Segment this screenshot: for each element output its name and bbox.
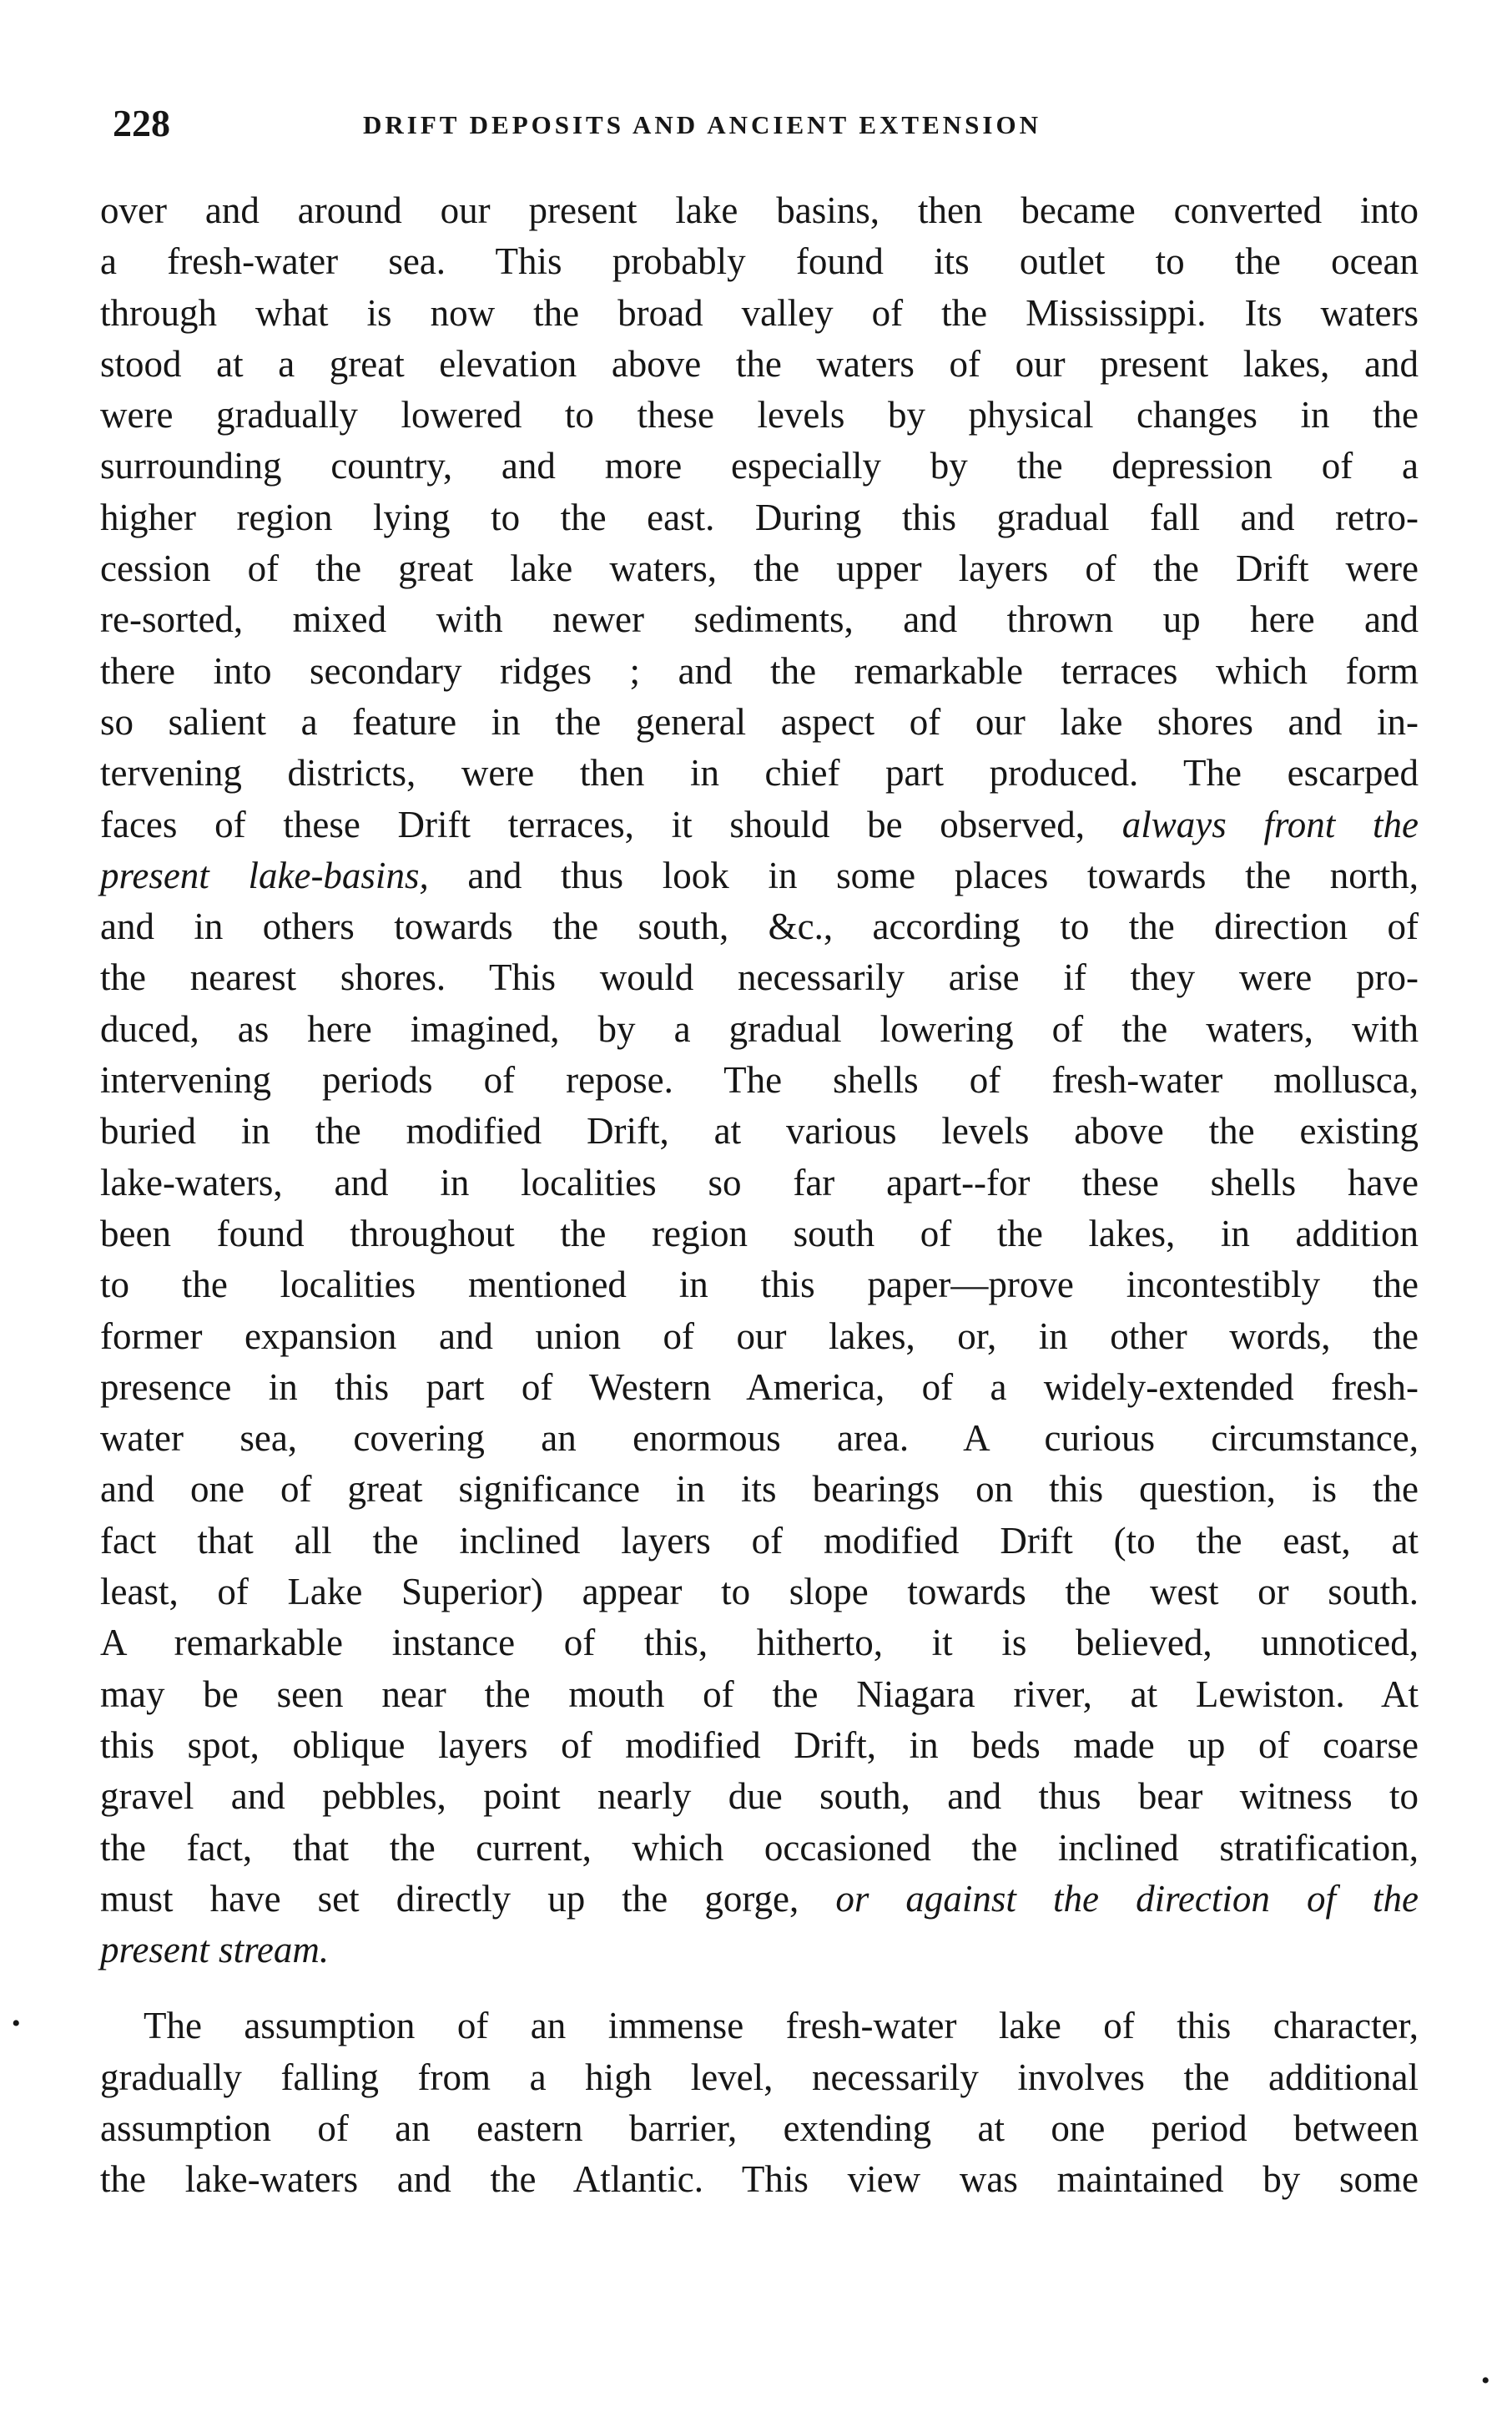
line-text: and thus look in some places towards the north, [428,854,1419,896]
running-head: DRIFT DEPOSITS AND ANCIENT EXTENSION [363,110,1041,139]
line-text: intervening periods of repose. The shells of fresh-water mollusca, [100,1059,1419,1102]
text-line [100,1771,1419,1822]
page-number: 228 [113,102,170,144]
line-text: buried in the modified Drift, at various levels above the existing [100,1110,1419,1153]
text-line [100,1311,1419,1362]
line-text: the lake-waters and the Atlantic. This view was maintained by some [100,2158,1419,2201]
line-text: there into secondary ridges ; and the remarkable terraces which form [100,649,1419,692]
italic-text: or against the direction of the [835,1877,1419,1920]
text-line [100,646,1419,697]
line-text: lake-waters, and in localities so far apart--for these shells have [100,1161,1419,1203]
text-line [100,748,1419,799]
text-line [100,1925,1419,1975]
text-line [100,543,1419,594]
paragraph-1 [100,185,1419,1975]
paragraph-gap [100,1975,1419,2001]
line-text: faces of these Drift terraces, it should be observed, [100,803,1122,845]
line-text: this spot, oblique layers of modified Drift, in beds made up of coarse [100,1723,1419,1766]
line-text: must have set directly up the gorge, [100,1877,836,1920]
line-text: and one of great significance in its bearings on this question, is the [100,1468,1419,1511]
text-line [100,492,1419,543]
line-text: may be seen near the mouth of the Niagara river, at Lewiston. At [100,1673,1419,1715]
line-text: water sea, covering an enormous area. A curious circumstance, [100,1417,1419,1460]
text-line [100,952,1419,1003]
line-text: assumption of an eastern barrier, extending at one period between [100,2107,1419,2149]
line-text: the fact, that the current, which occasioned the inclined stratification, [100,1826,1419,1869]
line-text: been found throughout the region south of the lakes, in addition [100,1212,1419,1254]
text-line [100,1362,1419,1413]
text-line [100,1874,1419,1925]
margin-speck: • [12,2010,21,2037]
text-line [100,390,1419,441]
line-text: cession of the great lake waters, the upper layers of the Drift were [100,547,1419,590]
text-line [100,1720,1419,1771]
line-text: fact that all the inclined layers of modified Drift (to the east, at [100,1519,1419,1562]
text-line [100,1823,1419,1874]
text-line [100,1413,1419,1464]
line-text: The assumption of an immense fresh-water lake of this character, [144,2005,1419,2047]
text-line [100,1158,1419,1208]
margin-speck: • [1481,2367,1490,2394]
text-line [100,800,1419,850]
line-text: least, of Lake Superior) appear to slope towards the west or south. [100,1571,1419,1613]
line-text: stood at a great elevation above the waters of our present lakes, and [100,342,1419,385]
line-text: and in others towards the south, &c., according to the direction of [100,906,1419,948]
text-line [100,339,1419,390]
text-line [100,901,1419,952]
text-line [100,1208,1419,1259]
line-text: A remarkable instance of this, hitherto, it is believed, unnoticed, [100,1622,1419,1664]
text-line [100,185,1419,236]
text-line [100,1669,1419,1720]
text-line [100,441,1419,492]
text-line [100,1464,1419,1515]
text-line [100,1259,1419,1310]
line-text: gravel and pebbles, point nearly due south, and thus bear witness to [100,1775,1419,1818]
line-text: tervening districts, were then in chief part produced. The escarped [100,752,1419,795]
text-line [100,594,1419,645]
line-text: gradually falling from a high level, necessarily involves the additional [100,2056,1419,2098]
body-text [100,185,1419,2206]
text-line [100,1106,1419,1157]
italic-text: present stream. [100,1929,330,1971]
text-line [100,850,1419,901]
line-text: over and around our present lake basins, then became converted into [100,189,1419,231]
text-line [100,236,1419,287]
text-line [100,2052,1419,2103]
line-text: to the localities mentioned in this paper—prove incontestibly the [100,1264,1419,1306]
line-text: surrounding country, and more especially by the depression of a [100,445,1419,487]
line-text: higher region lying to the east. During this gradual fall and retro- [100,496,1419,538]
italic-text: present lake-basins, [100,854,429,896]
text-line [100,2001,1419,2051]
text-line [100,1004,1419,1055]
line-text: duced, as here imagined, by a gradual lowering of the waters, with [100,1007,1419,1050]
text-line [100,697,1419,748]
page-header [113,98,1448,149]
text-line [100,1617,1419,1668]
text-line [100,1055,1419,1106]
line-text: former expansion and union of our lakes, or, in other words, the [100,1314,1419,1357]
text-line [100,1567,1419,1617]
italic-text: always front the [1121,803,1419,845]
paragraph-2 [100,2001,1419,2205]
text-line [100,2103,1419,2154]
line-text: presence in this part of Western America, of a widely-extended fresh- [100,1365,1419,1408]
text-line [100,2154,1419,2205]
line-text: through what is now the broad valley of the Mississippi. Its waters [100,291,1419,334]
line-text: re-sorted, mixed with newer sediments, and thrown up here and [100,598,1419,641]
text-line [100,1516,1419,1567]
line-text: a fresh-water sea. This probably found its outlet to the ocean [100,240,1419,283]
line-text: the nearest shores. This would necessarily arise if they were pro- [100,956,1419,999]
text-line [100,288,1419,339]
line-text: were gradually lowered to these levels by physical changes in the [100,394,1419,436]
line-text: so salient a feature in the general aspect of our lake shores and in- [100,700,1419,743]
